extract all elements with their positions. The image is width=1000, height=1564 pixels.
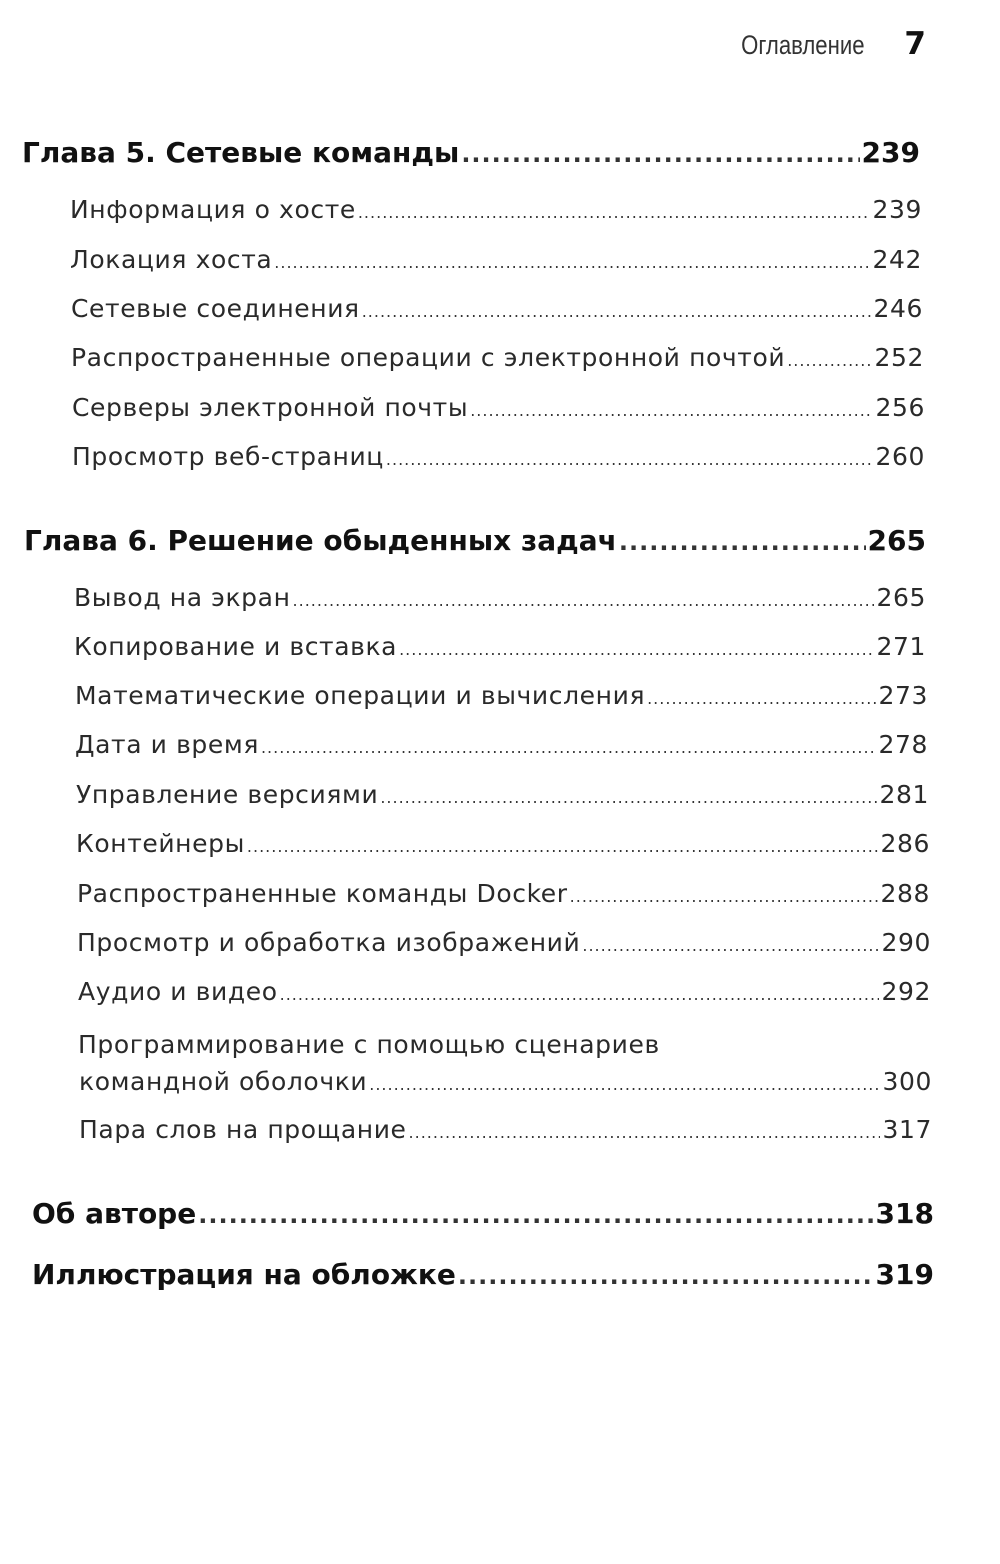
toc-item[interactable] <box>78 977 931 1006</box>
chapter-page: 265 <box>867 524 926 557</box>
toc-item[interactable] <box>77 879 930 908</box>
dot-leader <box>274 253 870 272</box>
dot-leader <box>386 450 874 469</box>
toc-item[interactable] <box>72 393 925 422</box>
toc-item-title: Дата и время <box>75 730 259 759</box>
toc-item-page: 278 <box>878 730 928 759</box>
toc-item-title: Просмотр веб-страниц <box>72 442 384 471</box>
toc-item-title: Контейнеры <box>76 829 245 858</box>
dot-leader <box>358 203 871 222</box>
chapter-page: 319 <box>875 1258 934 1291</box>
toc-item-page: 290 <box>881 928 931 957</box>
dot-leader <box>247 837 879 856</box>
toc-item-title: Локация хоста <box>70 245 273 274</box>
toc-item-page: 242 <box>872 245 922 274</box>
toc-item[interactable] <box>75 681 928 710</box>
toc-item-page: 317 <box>882 1115 932 1144</box>
toc-item-title-line1: Программирование с помощью сценариев <box>78 1030 660 1059</box>
toc-item[interactable] <box>72 442 925 471</box>
toc-item[interactable] <box>70 245 922 274</box>
dot-leader <box>369 1075 880 1094</box>
toc-item[interactable] <box>74 632 926 661</box>
dot-leader <box>399 640 874 659</box>
toc-item-title: Математические операции и вычисления <box>75 681 646 710</box>
toc-item-title: Копирование и вставка <box>74 632 398 661</box>
toc-item-page: 239 <box>872 195 922 224</box>
toc-item-page: 292 <box>881 977 931 1006</box>
chapter-page: 239 <box>861 136 920 169</box>
dot-leader <box>570 887 879 906</box>
toc-item[interactable] <box>76 780 929 809</box>
toc-item[interactable] <box>77 928 931 957</box>
running-header <box>714 26 926 62</box>
toc-chapter-6[interactable] <box>24 524 926 557</box>
dot-leader <box>362 302 872 321</box>
toc-item-page: 271 <box>876 632 926 661</box>
toc-item-title: Информация о хосте <box>70 195 356 224</box>
dot-leader <box>280 985 880 1004</box>
toc-item[interactable] <box>79 1115 932 1144</box>
toc-item-page: 286 <box>880 829 930 858</box>
toc-cover-illustration[interactable] <box>32 1258 934 1291</box>
toc-item-page: 260 <box>875 442 925 471</box>
toc-item-page: 265 <box>876 583 926 612</box>
toc-item-title-line2: командной оболочки <box>79 1067 368 1096</box>
toc-item-line2 <box>79 1067 932 1096</box>
toc-item-title: Распространенные операции с электронной почтой <box>71 343 786 372</box>
toc-item-page: 281 <box>879 780 929 809</box>
page-number: 7 <box>904 26 926 62</box>
toc-item-page: 288 <box>880 879 930 908</box>
toc-item-title: Сетевые соединения <box>71 294 360 323</box>
toc-item[interactable] <box>70 195 922 224</box>
chapter-title: Глава 6. Решение обыденных задач <box>24 524 617 557</box>
dot-leader <box>380 788 877 807</box>
toc-item-page: 256 <box>875 393 925 422</box>
toc-item[interactable] <box>76 829 930 858</box>
toc-about-author[interactable] <box>32 1197 934 1230</box>
dot-leader <box>409 1123 881 1142</box>
dot-leader <box>261 738 877 757</box>
toc-item[interactable] <box>71 294 923 323</box>
toc-item[interactable] <box>75 730 928 759</box>
toc-item-title: Пара слов на прощание <box>79 1115 407 1144</box>
dot-leader <box>198 1201 873 1229</box>
toc-item-title: Аудио и видео <box>78 977 278 1006</box>
toc-item[interactable] <box>71 343 924 372</box>
toc-item-page: 246 <box>873 294 923 323</box>
toc-item-title: Вывод на экран <box>74 583 291 612</box>
dot-leader <box>461 140 859 168</box>
dot-leader <box>458 1262 874 1290</box>
toc-item-page: 252 <box>874 343 924 372</box>
dot-leader <box>293 591 875 610</box>
toc-item-title: Управление версиями <box>76 780 379 809</box>
toc-item-page: 300 <box>882 1067 932 1096</box>
toc-item[interactable] <box>74 583 926 612</box>
dot-leader <box>582 936 879 955</box>
toc-item-page: 273 <box>878 681 928 710</box>
dot-leader <box>647 689 876 708</box>
toc-chapter-5[interactable] <box>22 136 920 169</box>
chapter-title: Об авторе <box>32 1197 197 1230</box>
toc-item-title: Распространенные команды Docker <box>77 879 568 908</box>
dot-leader <box>619 528 866 556</box>
toc-item-title: Серверы электронной почты <box>72 393 469 422</box>
chapter-title: Иллюстрация на обложке <box>32 1258 456 1291</box>
dot-leader <box>470 401 873 420</box>
chapter-title: Глава 5. Сетевые команды <box>22 136 460 169</box>
chapter-page: 318 <box>875 1197 934 1230</box>
dot-leader <box>787 351 872 370</box>
toc-item-title: Просмотр и обработка изображений <box>77 928 581 957</box>
running-header-title: Оглавление <box>740 30 865 60</box>
